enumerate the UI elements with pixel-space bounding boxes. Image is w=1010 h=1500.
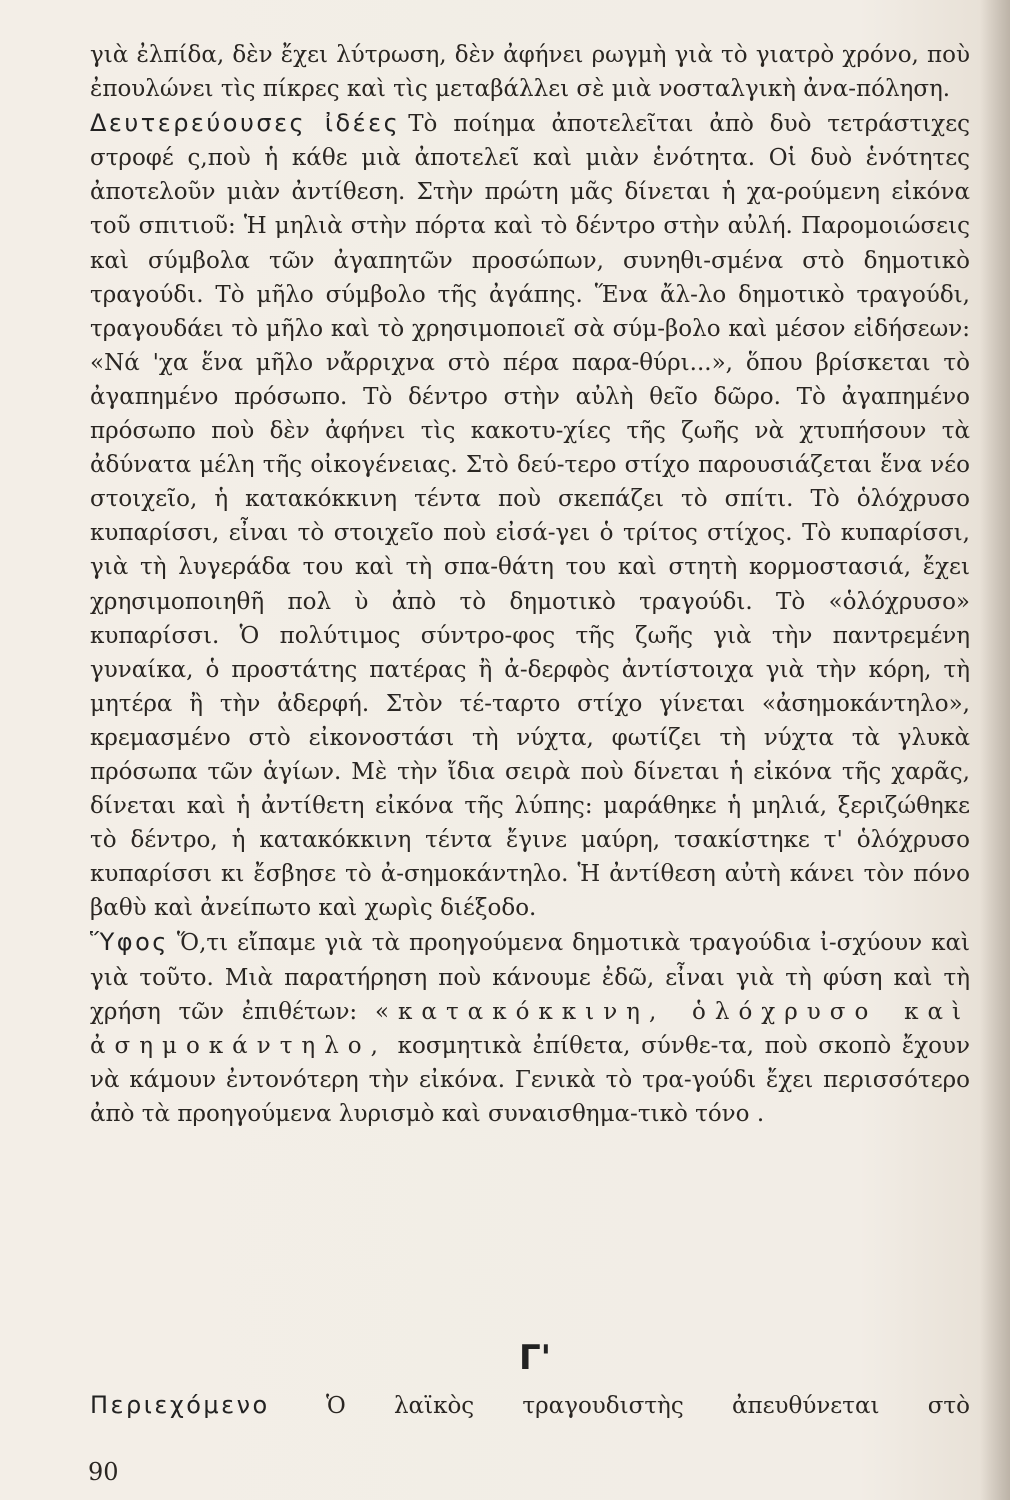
style-text-after: κοσμητικὰ ἐπίθετα, σύνθε-τα, ποὺ σκοπὸ ἔχουν νὰ κάμουν ἐντονότερη τὴν εἰκόνα. Γενικὰ τὸ τρα-γούδι ἔχει περισσότερο ἀπὸ τὰ προηγούμενα λυρισμὸ καὶ συναισθημα-τικὸ τόνο . xyxy=(90,1032,970,1127)
opening-paragraph-text: γιὰ ἐλπίδα, δὲν ἔχει λύτρωση, δὲν ἀφήνει ρωγμὴ γιὰ τὸ γιατρὸ χρόνο, ποὺ ἐπουλώνει τὶς πίκρες καὶ τὶς μεταβάλλει σὲ μιὰ νοσταλγικὴ ἀνα-πόληση. xyxy=(90,42,970,103)
content-heading: Περιεχόμενο xyxy=(90,1391,270,1419)
content-intro-line xyxy=(90,1388,970,1423)
opening-paragraph xyxy=(90,38,970,106)
style-spaced-terms: «κατακόκκινη, ὁλόχρυσο καὶ ἀσημοκάντηλο, xyxy=(90,998,970,1059)
style-heading: Ὕφος xyxy=(90,928,169,957)
style-paragraph xyxy=(90,925,970,1131)
binding-shadow xyxy=(980,0,1010,1500)
secondary-ideas-paragraph xyxy=(90,106,970,925)
style-text-before: Ὅ,τι εἴπαμε γιὰ τὰ προηγούμενα δημοτικὰ τραγούδια ἰ-σχύουν καὶ γιὰ τοῦτο. Μιὰ παρατήρηση ποὺ κάνουμε ἐδῶ, εἶναι γιὰ τὴ φύση καὶ τὴ χρήση τῶν ἐπιθέτων: xyxy=(90,930,970,1025)
content-intro-text: Ὁ λαϊκὸς τραγουδιστὴς ἀπευθύνεται στὸ xyxy=(325,1393,970,1419)
secondary-ideas-heading: Δευτερεύουσες ἰδέες xyxy=(90,109,401,138)
secondary-ideas-text: Τὸ ποίημα ἀποτελεῖται ἀπὸ δυὸ τετράστιχες στροφέ ς,ποὺ ἡ κάθε μιὰ ἀποτελεῖ καὶ μιὰν ἑνότητα. Οἱ δυὸ ἑνότητες ἀποτελοῦν μιὰν ἀντίθεση. Στὴν πρώτη μᾶς δίνεται ἡ χα-ρούμενη εἰκόνα τοῦ σπιτιοῦ: Ἡ μηλιὰ στὴν πόρτα καὶ τὸ δέντρο στὴν αὐλή. Παρομοιώσεις καὶ σύμβολα τῶν ἀγαπητῶν προσώπων, συνηθι-σμένα στὸ δημοτικὸ τραγούδι. Τὸ μῆλο σύμβολο τῆς ἀγάπης. Ἕνα ἄλ-λο δημοτικὸ τραγούδι, τραγουδάει τὸ μῆλο καὶ τὸ χρησιμοποιεῖ σὰ σύμ-βολο καὶ μέσον εἰδήσεων: «Νά 'χα ἕνα μῆλο νἄρριχνα στὸ πέρα παρα-θύρι...», ὅπου βρίσκεται τὸ ἀγαπημένο πρόσωπο. Τὸ δέντρο στὴν αὐλὴ θεῖο δῶρο. Τὸ ἀγαπημένο πρόσωπο ποὺ δὲν ἀφήνει τὶς κακοτυ-χίες τῆς ζωῆς νὰ χτυπήσουν τὰ ἀδύνατα μέλη τῆς οἰκογένειας. Στὸ δεύ-τερο στίχο παρουσιάζεται ἕνα νέο στοιχεῖο, ἡ κατακόκκινη τέντα ποὺ σκεπάζει τὸ σπίτι. Τὸ ὁλόχρυσο κυπαρίσσι, εἶναι τὸ στοιχεῖο ποὺ εἰσά-γει ὁ τρίτος στίχος. Τὸ κυπαρίσσι, γιὰ τὴ λυγεράδα του καὶ τὴ σπα-θάτη του καὶ στητὴ κορμοστασιά, ἔχει χρησιμοποιηθῆ πολ ὺ ἀπὸ τὸ δημοτικὸ τραγούδι. Τὸ «ὁλόχρυσο» κυπαρίσσι. Ὁ πολύτιμος σύντρο-φος τῆς ζωῆς γιὰ τὴν παντρεμένη γυναίκα, ὁ προστάτης πατέρας ἢ ἀ-δερφὸς ἀντίστοιχα γιὰ τὴν κόρη, τὴ μητέρα ἢ τὴν ἀδερφή. Στὸν τέ-ταρτο στίχο γίνεται «ἀσημοκάντηλο», κρεμασμένο στὸ εἰκονοστάσι τὴ νύχτα, φωτίζει τὴ νύχτα τὰ γλυκὰ πρόσωπα τῶν ἁγίων. Μὲ τὴν ἴδια σειρὰ ποὺ δίνεται ἡ εἰκόνα τῆς χαρᾶς, δίνεται καὶ ἡ ἀντίθετη εἰκόνα τῆς λύπης: μαράθηκε ἡ μηλιά, ξεριζώθηκε τὸ δέντρο, ἡ κατακόκκινη τέντα ἔγινε μαύρη, τσακίστηκε τ' ὁλόχρυσο κυπαρίσσι κι ἔσβησε τὸ ἀ-σημοκάντηλο. Ἡ ἀντίθεση αὐτὴ κάνει τὸν πόνο βαθὺ καὶ ἀνείπωτο καὶ χωρὶς διέξοδο. xyxy=(90,111,970,922)
page-number: 90 xyxy=(88,1458,119,1486)
body-text xyxy=(90,38,970,1131)
section-letter: Γ' xyxy=(518,1338,552,1378)
